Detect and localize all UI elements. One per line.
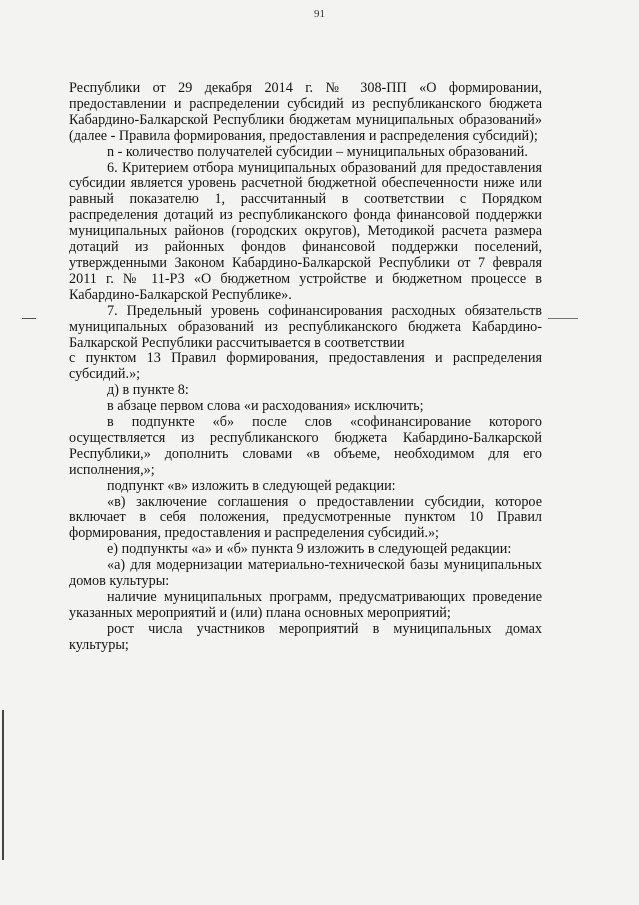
paragraph-participants-growth: рост числа участников мероприятий в муниципальных домах культуры; bbox=[69, 620, 542, 653]
paragraph-item-7: 7. Предельный уровень софинансирования расходных обязательств муниципальных образований из республиканского бюджета Кабардино-Балкарской Республики рассчитывается в соответствии bbox=[69, 302, 542, 351]
paragraph-subpoint-b: в подпункте «б» после слов «софинансирование которого осуществляется из республиканского бюджета Кабардино-Балкарской Республики,» дополнить словами «в объеме, необходимом для его исполнения,»; bbox=[69, 414, 542, 478]
scan-artifact-right-mark bbox=[548, 318, 578, 319]
paragraph-item-7-continuation: с пунктом 13 Правил формирования, предоставления и распределения субсидий.»; bbox=[69, 350, 542, 383]
page-number: 91 bbox=[314, 8, 325, 20]
paragraph-point-d: д) в пункте 8: bbox=[107, 382, 189, 399]
scan-artifact-left-edge bbox=[2, 710, 4, 860]
paragraph-subpoint-v-text: «в) заключение соглашения о предоставлении субсидии, которое включает в себя положения, предусмотренные пунктом 10 Правил формирования, предоставления и распределения субсидий.»; bbox=[69, 493, 542, 542]
scan-artifact-left-mark bbox=[22, 318, 36, 319]
paragraph-programs: наличие муниципальных программ, предусматривающих проведение указанных мероприятий и (или) плана основных мероприятий; bbox=[69, 589, 542, 621]
document-body bbox=[69, 81, 542, 654]
paragraph-subpoint-a: «а) для модернизации материально-технической базы муниципальных домов культуры: bbox=[69, 557, 542, 590]
paragraph-item-6: 6. Критерием отбора муниципальных образований для предоставления субсидии является уровень расчетной бюджетной обеспеченности ниже или равный показателю 1, рассчитанный в соответствии с Порядком распределения дотаций из республиканского фонда финансовой поддержки муниципальных районов (городских округов), Методикой расчета размера дотаций из районных фондов финансовой поддержки поселений, утвержденными Законом Кабардино-Балкарской Республики от 7 февраля 2011 г. № 11-РЗ «О бюджетном устройстве и бюджетном процессе в Кабардино-Балкарской Республике». bbox=[69, 159, 542, 303]
paragraph-subpoint-v: подпункт «в» изложить в следующей редакции: bbox=[107, 477, 396, 494]
paragraph-rules-reference: Республики от 29 декабря 2014 г. № 308-ПП «О формировании, предоставлении и распределении субсидий из республиканского бюджета Кабардино-Балкарской Республики бюджетам муниципальных образований» (далее - Правила формирования, предоставления и распределения субсидий); bbox=[69, 80, 542, 144]
paragraph-n-definition: n - количество получателей субсидии – муниципальных образований. bbox=[107, 143, 528, 160]
paragraph-point-e: е) подпункты «а» и «б» пункта 9 изложить в следующей редакции: bbox=[107, 541, 512, 558]
paragraph-first-abzac: в абзаце первом слова «и расходования» исключить; bbox=[107, 398, 424, 415]
